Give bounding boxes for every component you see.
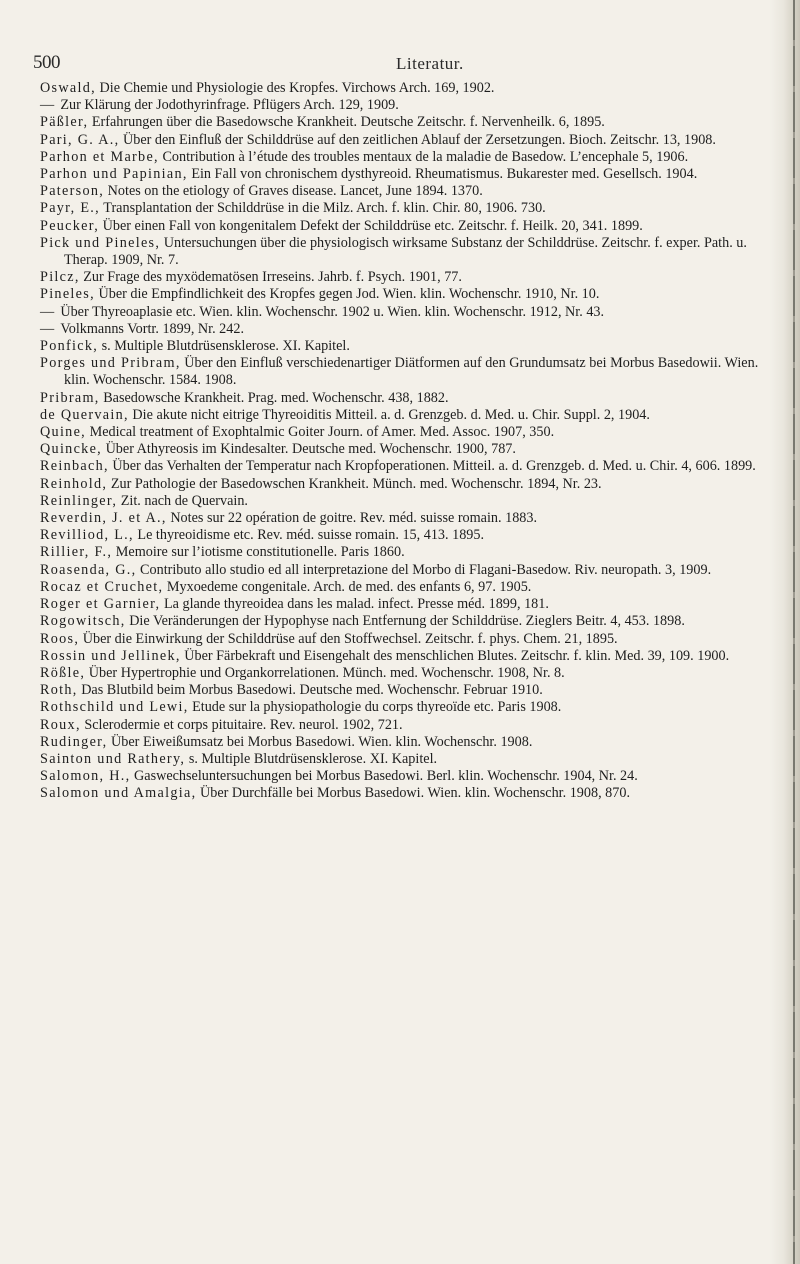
entry-author: Paterson,	[40, 183, 105, 200]
entry-source: Wien. klin. Wochenschr. 1908, 870.	[424, 785, 630, 802]
entry-author: Revilliod, L.,	[40, 527, 134, 544]
entry-title: Ein Fall von chronischem dysthyreoid. Rheumatismus.	[187, 166, 504, 183]
bibliography-entry	[40, 562, 762, 579]
entry-source: Journ. of Amer. Med. Assoc. 1907, 350.	[324, 424, 555, 441]
bibliography-entry	[40, 734, 762, 751]
entry-source: Bukarester med. Gesellsch. 1904.	[503, 166, 698, 183]
bibliography-entry	[40, 717, 762, 734]
entry-source: Presse méd. 1899, 181.	[413, 596, 549, 613]
bibliography-entry	[40, 304, 762, 321]
bibliography-entry	[40, 785, 762, 802]
entry-author: Quine,	[40, 424, 87, 441]
entry-author: Salomon und Amalgia,	[40, 785, 197, 802]
entry-author: Roth,	[40, 682, 78, 699]
entry-title: Etude sur la physiopathologie du corps thyreoïde etc.	[188, 699, 494, 716]
entry-title: Memoire sur l’iotisme constitutionelle.	[112, 544, 338, 561]
bibliography-entry	[40, 493, 762, 510]
entry-title: Notes on the etiology of Graves disease.	[104, 183, 337, 200]
bibliography-entry	[40, 424, 762, 441]
entry-author: Pick und Pineles,	[40, 234, 161, 251]
entry-title: Myxoedeme congenitale.	[163, 578, 311, 595]
entry-source: Deutsche med. Wochenschr. Februar 1910.	[295, 682, 543, 699]
entry-source: L’encephale 5, 1906.	[566, 148, 689, 165]
entry-author: Reinlinger,	[40, 492, 118, 509]
entry-author: Rothschild und Lewi,	[40, 699, 189, 716]
entry-author: —	[40, 303, 61, 320]
entry-source: Rev. neurol. 1902, 721.	[266, 716, 403, 733]
entry-author: Rudinger,	[40, 733, 108, 750]
entry-title: Medical treatment of Exophtalmic Goiter	[86, 424, 325, 441]
bibliography-entry	[40, 269, 762, 286]
bibliography-entry	[40, 114, 762, 131]
bibliography-entry	[40, 218, 762, 235]
entry-source: Paris 1860.	[337, 544, 405, 561]
entry-title: Basedowsche Krankheit.	[99, 389, 245, 406]
page-header	[0, 52, 800, 78]
bibliography-entry	[40, 321, 762, 338]
entry-source: Deutsche med. Wochenschr. 1900, 787.	[288, 441, 516, 458]
entry-author: de Quervain,	[40, 406, 129, 423]
entry-source: Zeitschr. f. Heilk. 20, 341. 1899.	[454, 217, 643, 234]
entry-title: Die akute nicht eitrige Thyreoiditis	[128, 406, 332, 423]
bibliography-entry	[40, 527, 762, 544]
bibliography-entry	[40, 631, 762, 648]
bibliography-entry	[40, 544, 762, 561]
entry-title: Über Färbekraft und Eisengehalt des menschlichen Blutes.	[180, 647, 518, 664]
entry-source: Mitteil. a. d. Grenzgeb. d. Med. u. Chir. 4, 606. 1899.	[449, 458, 756, 475]
bibliography-entry	[40, 476, 762, 493]
bibliography-entry	[40, 80, 762, 97]
entry-title: Volkmanns Vortr.	[60, 320, 159, 337]
bibliography-entry	[40, 613, 762, 630]
entry-title: s. Multiple Blutdrüsensklerose.	[185, 750, 367, 767]
entry-source: Münch. med. Wochenschr. 1908, Nr. 8.	[339, 664, 565, 681]
entry-source: Wien. klin. Wochenschr. 1584. 1908.	[64, 355, 759, 389]
entry-author: Rogowitsch,	[40, 613, 126, 630]
entry-source: Mitteil. a. d. Grenzgeb. d. Med. u. Chir. Suppl. 2, 1904.	[331, 406, 650, 423]
entry-title: Erfahrungen über die Basedowsche Krankheit.	[88, 114, 358, 131]
entry-source: Rev. méd. suisse romain. 1883.	[356, 510, 538, 527]
entry-author: Reinhold,	[40, 475, 108, 492]
entry-title: Sclerodermie et corps pituitaire.	[80, 716, 267, 733]
entry-author: Rossin und Jellinek,	[40, 647, 181, 664]
bibliography-entry	[40, 699, 762, 716]
entry-author: Salomon, H.,	[40, 768, 131, 785]
entry-author: —	[40, 97, 61, 114]
entry-title: Über den Einfluß verschiedenartiger Diätformen auf den Grundumsatz bei Morbus Basedowii.	[180, 355, 722, 372]
entry-source: Zeitschr. f. exper. Path. u. Therap. 1909, Nr. 7.	[64, 234, 747, 269]
bibliography-entry	[40, 441, 762, 458]
entry-title: Über die Empfindlichkeit des Kropfes gegen Jod.	[94, 286, 380, 303]
entry-title: Gaswechseluntersuchungen bei Morbus Basedowi.	[130, 768, 424, 785]
bibliography-entry	[40, 166, 762, 183]
entry-title: s. Multiple Blutdrüsensklerose.	[98, 338, 279, 355]
entry-source: Wien. klin. Wochenschr. 1910, Nr. 10.	[379, 286, 600, 303]
entry-title: Zur Frage des myxödematösen Irreseins.	[79, 269, 315, 286]
entry-author: Porges und Pribram,	[40, 355, 181, 372]
entry-title: Zit. nach de Quervain.	[117, 492, 248, 509]
entry-author: Pineles,	[40, 286, 95, 303]
entry-title: Über Thyreoaplasie etc.	[60, 303, 196, 320]
bibliography-entry	[40, 665, 762, 682]
bibliography-list	[40, 80, 762, 803]
entry-source: Wien. klin. Wochenschr. 1902 u. Wien. klin. Wochenschr. 1912, Nr. 43.	[195, 303, 605, 320]
bibliography-entry	[40, 97, 762, 114]
entry-author: Reverdin, J. et A.,	[40, 510, 167, 527]
entry-source: Pflügers Arch. 129, 1909.	[249, 97, 399, 114]
page-number: 500	[33, 52, 60, 73]
entry-author: Rößle,	[40, 664, 86, 681]
entry-title: Das Blutbild beim Morbus Basedowi.	[77, 682, 296, 699]
entry-author: Peucker,	[40, 217, 100, 234]
entry-source: Paris 1908.	[493, 699, 562, 716]
entry-author: Rillier, F.,	[40, 544, 113, 561]
entry-source: Arch. f. klin. Chir. 80, 1906. 730.	[353, 200, 546, 217]
entry-title: Über Hypertrophie und Organkorrelationen.	[85, 664, 340, 681]
entry-source: 1899, Nr. 242.	[158, 320, 245, 337]
entry-author: Roasenda, G.,	[40, 561, 137, 578]
entry-source: Arch. de med. des enfants 6, 97. 1905.	[310, 578, 532, 595]
bibliography-entry	[40, 768, 762, 785]
entry-source: Rev. méd. suisse romain. 15, 413. 1895.	[253, 527, 485, 544]
entry-source: Berl. klin. Wochenschr. 1904, Nr. 24.	[423, 768, 638, 785]
entry-title: Notes sur 22 opération de goitre.	[166, 510, 357, 527]
entry-title: Transplantation der Schilddrüse in die Milz.	[100, 200, 354, 217]
entry-source: Zeitschr. f. klin. Med. 39, 109. 1900.	[517, 647, 730, 664]
entry-author: Sainton und Rathery,	[40, 750, 186, 767]
entry-source: Prag. med. Wochenschr. 438, 1882.	[244, 389, 449, 406]
entry-author: Payr, E.,	[40, 200, 100, 217]
entry-title: Zur Klärung der Jodothyrinfrage.	[60, 97, 250, 114]
entry-author: Roos,	[40, 630, 80, 647]
running-title: Literatur.	[396, 54, 464, 73]
entry-author: Roger et Garnier,	[40, 596, 161, 613]
book-fore-edge	[770, 0, 800, 1264]
entry-author: Roux,	[40, 716, 81, 733]
bibliography-entry	[40, 235, 762, 269]
entry-source: XI. Kapitel.	[278, 338, 350, 355]
entry-source: XI. Kapitel.	[366, 750, 438, 767]
bibliography-entry	[40, 751, 762, 768]
entry-source: Deutsche Zeitschr. f. Nervenheilk. 6, 1895.	[357, 114, 605, 131]
entry-author: Pribram,	[40, 389, 100, 406]
entry-source: Zieglers Beitr. 4, 453. 1898.	[522, 613, 685, 630]
entry-source: Lancet, June 1894. 1370.	[336, 183, 483, 200]
bibliography-entry	[40, 286, 762, 303]
entry-author: Päßler,	[40, 114, 89, 131]
entry-title: Über Athyreosis im Kindesalter.	[102, 441, 289, 458]
entry-title: Über die Einwirkung der Schilddrüse auf den Stoffwechsel.	[79, 630, 422, 647]
entry-title: Zur Pathologie der Basedowschen Krankheit.	[107, 475, 369, 492]
entry-author: Pari, G. A.,	[40, 131, 120, 148]
entry-title: Über den Einfluß der Schilddrüse auf den zeitlichen Ablauf der Zersetzungen.	[119, 131, 566, 148]
bibliography-entry	[40, 200, 762, 217]
bibliography-entry	[40, 338, 762, 355]
entry-author: Pilcz,	[40, 269, 80, 286]
entry-title: Über Durchfälle bei Morbus Basedowi.	[196, 785, 425, 802]
entry-author: Parhon und Papinian,	[40, 166, 188, 183]
entry-source: Wien. klin. Wochenschr. 1908.	[354, 733, 533, 750]
entry-title: Untersuchungen über die physiologisch wirksame Substanz der Schilddrüse.	[160, 234, 598, 251]
entry-title: Contribution à l’étude des troubles mentaux de la maladie de Basedow.	[158, 148, 567, 165]
bibliography-entry	[40, 407, 762, 424]
entry-source: Zeitschr. f. phys. Chem. 21, 1895.	[421, 630, 618, 647]
entry-title: La glande thyreoidea dans les malad. infect.	[160, 596, 414, 613]
entry-author: Rocaz et Cruchet,	[40, 578, 164, 595]
bibliography-entry	[40, 355, 762, 389]
entry-source: Münch. med. Wochenschr. 1894, Nr. 23.	[368, 475, 602, 492]
bibliography-entry	[40, 579, 762, 596]
entry-title: Über das Verhalten der Temperatur nach Kropfoperationen.	[108, 458, 450, 475]
entry-source: Riv. neuropath. 3, 1909.	[570, 561, 712, 578]
entry-author: Ponfick,	[40, 338, 99, 355]
entry-title: Über einen Fall von kongenitalem Defekt der Schilddrüse etc.	[99, 217, 455, 234]
entry-author: Reinbach,	[40, 458, 109, 475]
entry-title: Contributo allo studio ed all interpretazione del Morbo di Flagani-Basedow.	[136, 561, 571, 578]
entry-source: Virchows Arch. 169, 1902.	[338, 80, 495, 96]
entry-title: Le thyreoidisme etc.	[133, 527, 254, 544]
entry-author: Oswald,	[40, 80, 96, 96]
bibliography-entry	[40, 510, 762, 527]
entry-title: Die Chemie und Physiologie des Kropfes.	[96, 80, 339, 96]
bibliography-entry	[40, 648, 762, 665]
bibliography-entry	[40, 682, 762, 699]
entry-source: Bioch. Zeitschr. 13, 1908.	[565, 131, 716, 148]
bibliography-entry	[40, 458, 762, 475]
bibliography-entry	[40, 596, 762, 613]
entry-author: —	[40, 320, 61, 337]
bibliography-entry	[40, 390, 762, 407]
entry-author: Parhon et Marbe,	[40, 148, 159, 165]
entry-author: Quincke,	[40, 441, 103, 458]
entry-source: Jahrb. f. Psych. 1901, 77.	[314, 269, 462, 286]
bibliography-entry	[40, 183, 762, 200]
bibliography-entry	[40, 132, 762, 149]
entry-title: Die Veränderungen der Hypophyse nach Entfernung der Schilddrüse.	[125, 613, 523, 630]
bibliography-entry	[40, 149, 762, 166]
entry-title: Über Eiweißumsatz bei Morbus Basedowi.	[107, 733, 355, 750]
